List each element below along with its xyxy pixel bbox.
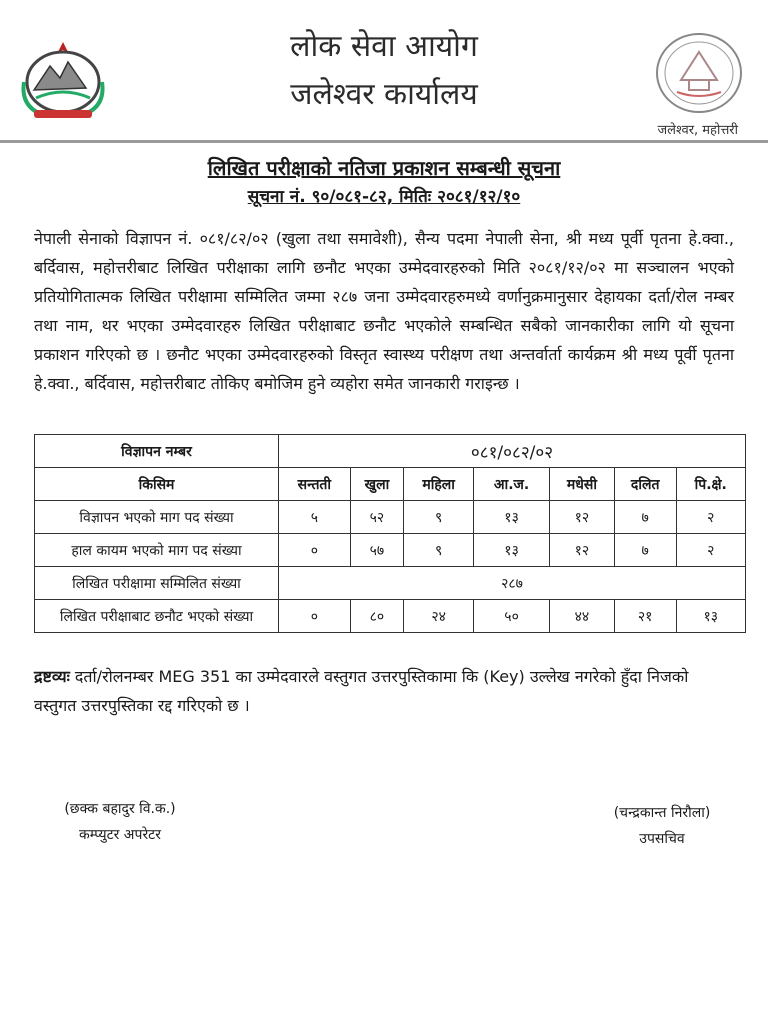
category-header: आ.ज. [474, 468, 550, 501]
table-cell: १३ [474, 534, 550, 567]
note-paragraph [34, 662, 734, 720]
notice-reference: सूचना नं. ९०/०८१-८२, मितिः २०८१/१२/१० [247, 187, 521, 207]
table-cell: २ [676, 534, 745, 567]
table-row [35, 534, 746, 567]
signature-block-left [40, 796, 200, 848]
category-header: मधेसी [550, 468, 615, 501]
table-row [35, 468, 746, 501]
results-summary-table [34, 434, 746, 633]
signatory-title: उपसचिव [639, 831, 685, 847]
ad-number-label: विज्ञापन नम्बर [35, 435, 279, 468]
category-header: महिला [404, 468, 474, 501]
table-cell: १३ [676, 600, 745, 633]
table-row [35, 435, 746, 468]
table-cell: ९ [404, 534, 474, 567]
table-cell: १२ [550, 501, 615, 534]
category-header: खुला [350, 468, 403, 501]
note-text: दर्ता/रोलनम्बर MEG 351 का उम्मेदवारले वस्तुगत उत्तरपुस्तिकामा कि (Key) उल्लेख नगरेको हुँदा निजको वस्तुगत उत्तरपुस्तिका रद्द गरिएको छ । [34, 667, 689, 715]
table-cell: ५ [279, 501, 351, 534]
category-header: दलित [614, 468, 676, 501]
ad-number-value: ०८१/०८२/०२ [279, 435, 746, 468]
table-cell: ७ [614, 534, 676, 567]
signatory-title: कम्प्युटर अपरेटर [79, 827, 161, 843]
table-cell: २४ [404, 600, 474, 633]
table-cell: २ [676, 501, 745, 534]
table-cell: ५२ [350, 501, 403, 534]
table-row [35, 600, 746, 633]
row-label: लिखित परीक्षाबाट छनौट भएको संख्या [35, 600, 279, 633]
category-label: किसिम [35, 468, 279, 501]
row-label: विज्ञापन भएको माग पद संख्या [35, 501, 279, 534]
notice-body: नेपाली सेनाको विज्ञापन नं. ०८१/८२/०२ (खुला तथा समावेशी), सैन्य पदमा नेपाली सेना, श्री मध्य पूर्वी पृतना हे.क्वा., बर्दिवास, महोत्तरीबाट लिखित परीक्षाका लागि छनौट भएका उम्मेदवारहरुको मिति २०८१/१२/०२ मा सञ्चालन भएको प्रतियोगितात्मक लिखित परीक्षामा सम्मिलित जम्मा २८७ जना उम्मेदवारहरुमध्ये वर्णानुक्रमानुसार देहायका दर्ता/रोल नम्बर तथा नाम, थर भएका उम्मेदवारहरु लिखित परीक्षाबाट छनौट भएकोले सम्बन्धित सबैको जानकारीका लागि यो सूचना प्रकाशन गरिएको छ । छनौट भएका उम्मेदवारहरुको विस्तृत स्वास्थ्य परीक्षण तथा अन्तर्वार्ता कार्यक्रम श्री मध्य पूर्वी पृतना हे.क्वा., बर्दिवास, महोत्तरीबाट तोकिए बमोजिम हुने व्यहोरा समेत जानकारी गराइन्छ । [34, 229, 734, 393]
signature-block-right [582, 800, 742, 852]
table-cell: ८० [350, 600, 403, 633]
signatory-name: (छक्क बहादुर वि.क.) [64, 801, 176, 817]
table-cell: १२ [550, 534, 615, 567]
table-cell: ७ [614, 501, 676, 534]
table-row [35, 567, 746, 600]
office-subtitle: जलेश्वर कार्यालय [290, 77, 478, 112]
document-header [0, 0, 768, 142]
category-header: सन्तती [279, 468, 351, 501]
office-location: जलेश्वर, महोत्तरी [657, 123, 738, 138]
note-label: द्रष्टव्यः [34, 667, 70, 686]
table-cell: ५० [474, 600, 550, 633]
header-divider [0, 140, 768, 143]
table-cell: ० [279, 600, 351, 633]
table-cell: ९ [404, 501, 474, 534]
table-cell: ० [279, 534, 351, 567]
notice-title: लिखित परीक्षाको नतिजा प्रकाशन सम्बन्धी सूचना [207, 156, 561, 180]
row-label: लिखित परीक्षामा सम्मिलित संख्या [35, 567, 279, 600]
attended-total: २८७ [279, 567, 746, 600]
table-cell: ४४ [550, 600, 615, 633]
office-title: लोक सेवा आयोग [290, 29, 478, 64]
psc-seal-icon [653, 30, 745, 116]
signatory-name: (चन्द्रकान्त निरौला) [613, 805, 711, 821]
table-cell: २१ [614, 600, 676, 633]
table-cell: १३ [474, 501, 550, 534]
table-row [35, 501, 746, 534]
category-header: पि.क्षे. [676, 468, 745, 501]
table-cell: ५७ [350, 534, 403, 567]
row-label: हाल कायम भएको माग पद संख्या [35, 534, 279, 567]
